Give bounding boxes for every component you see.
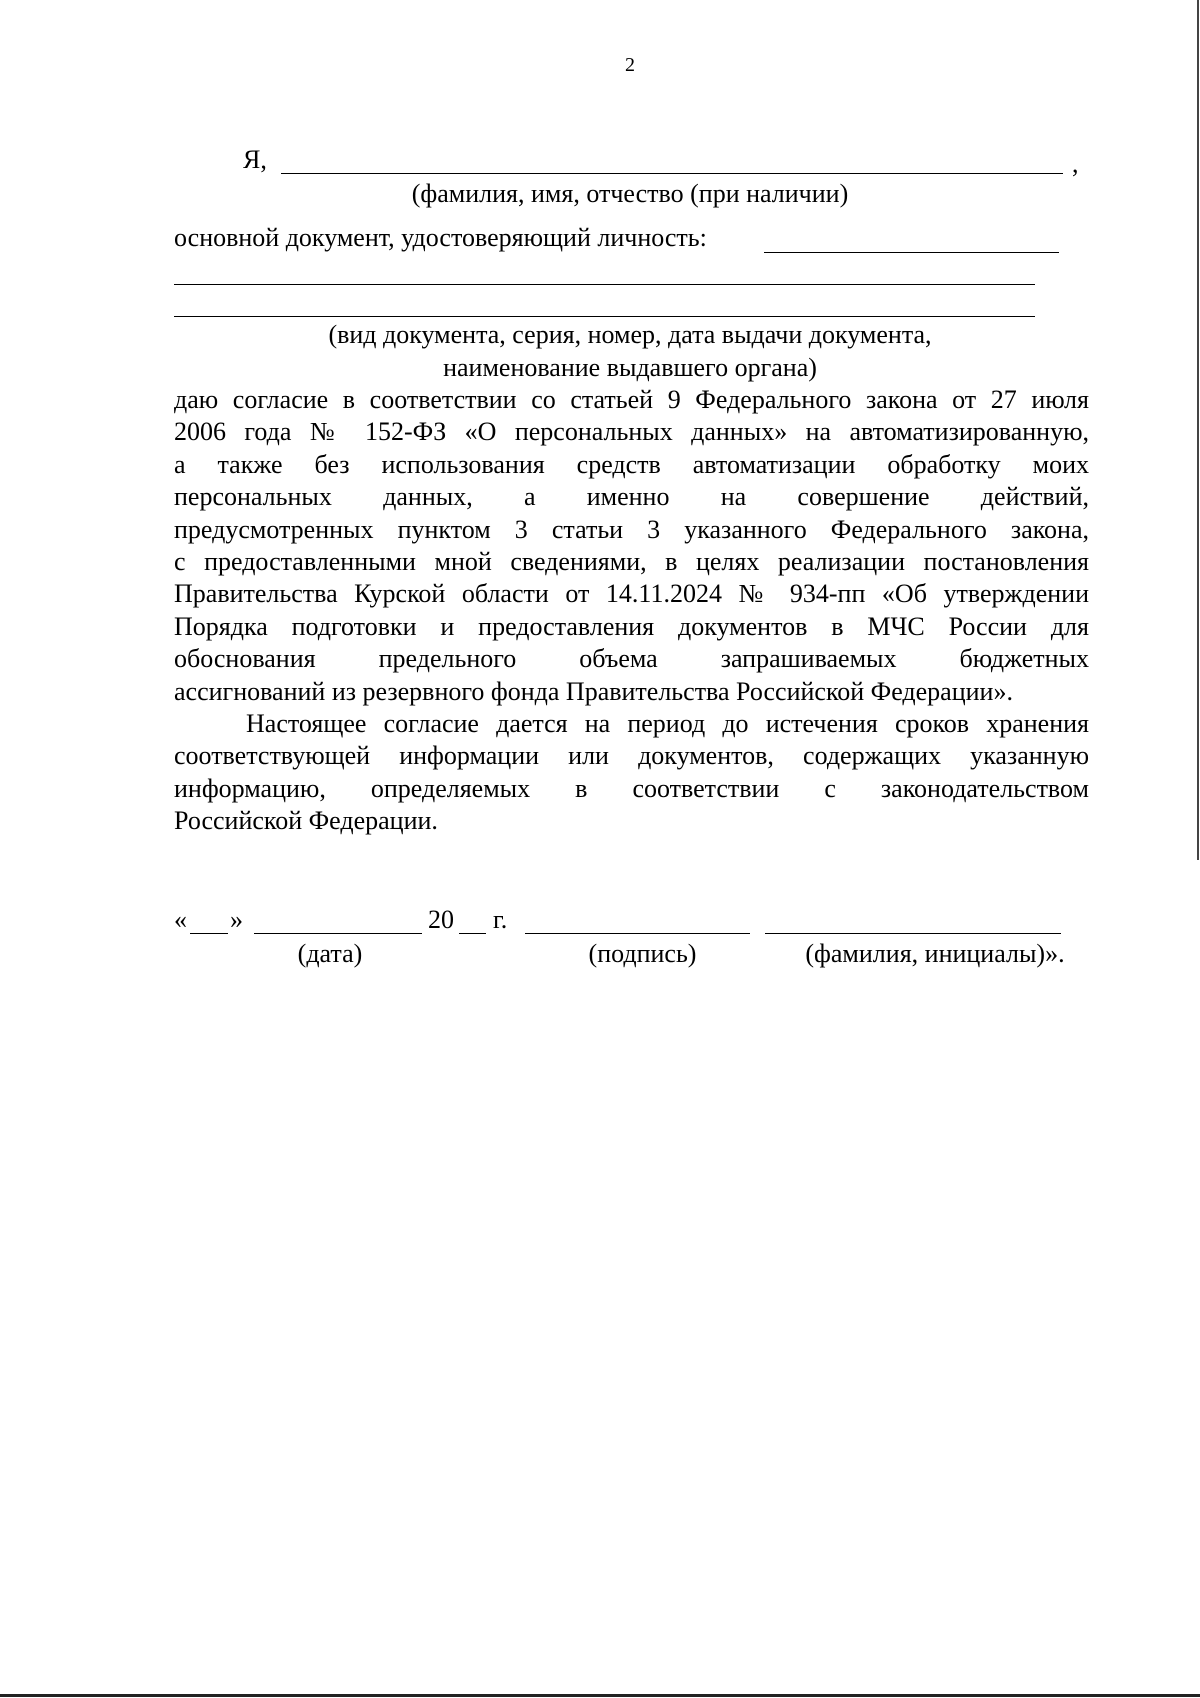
consent-line: Правительства Курской области от 14.11.2024 № 934-пп «Об утверждении (174, 579, 1089, 609)
consent-line: с предоставленными мной сведениями, в целях реализации постановления (174, 547, 1089, 577)
scan-edge-bottom (0, 1694, 1200, 1697)
day-blank-line (190, 933, 228, 934)
consent-line: ассигнований из резервного фонда Правительства Российской Федерации». (174, 676, 1013, 706)
term-line: соответствующей информации или документов, содержащих указанную (174, 741, 1089, 771)
id-doc-blank-line-2 (174, 284, 1035, 285)
name-blank-line (765, 933, 1061, 934)
year-prefix: 20 (428, 905, 454, 934)
doc-caption-line2: наименование выдавшего органа) (443, 353, 817, 382)
term-line: Настоящее согласие дается на период до истечения сроков хранения (246, 709, 1089, 738)
scan-edge-right (1197, 0, 1199, 860)
consent-line: предусмотренных пунктом 3 статьи 3 указанного Федерального закона, (174, 514, 1089, 544)
date-open-quote: « (174, 905, 187, 934)
id-doc-blank-line (764, 252, 1059, 253)
year-suffix: г. (493, 905, 508, 934)
doc-caption-line1: (вид документа, серия, номер, дата выдачи документа, (328, 320, 932, 349)
fio-comma: , (1072, 149, 1079, 178)
page-number: 2 (625, 54, 635, 76)
consent-line: 2006 года № 152-ФЗ «О персональных данных» на автоматизированную, (174, 417, 1089, 447)
signature-caption: (подпись) (588, 939, 697, 968)
date-caption: (дата) (297, 939, 363, 968)
fio-blank-line (281, 173, 1063, 174)
consent-paragraph (174, 384, 1089, 708)
id-doc-blank-line-3 (174, 316, 1035, 317)
consent-line: обоснования предельного объема запрашиваемых бюджетных (174, 644, 1089, 674)
year-blank-line (459, 933, 486, 934)
consent-line: Порядка подготовки и предоставления документов в МЧС России для (174, 611, 1089, 641)
term-line: информацию, определяемых в соответствии с законодательством (174, 773, 1089, 803)
consent-line: даю согласие в соответствии со статьей 9 Федерального закона от 27 июля (174, 385, 1089, 414)
consent-line: а также без использования средств автоматизации обработку моих (174, 449, 1089, 479)
fio-caption: (фамилия, имя, отчество (при наличии) (411, 179, 849, 208)
id-doc-label: основной документ, удостоверяющий личность: (174, 223, 707, 252)
date-close-quote: » (230, 905, 243, 934)
ya-label: Я, (243, 145, 267, 174)
signature-blank-line (525, 933, 750, 934)
month-blank-line (254, 933, 422, 934)
consent-line: персональных данных, а именно на совершение действий, (174, 482, 1089, 512)
term-paragraph (174, 708, 1089, 838)
term-line: Российской Федерации. (174, 806, 438, 836)
name-caption: (фамилия, инициалы)». (805, 939, 1065, 968)
